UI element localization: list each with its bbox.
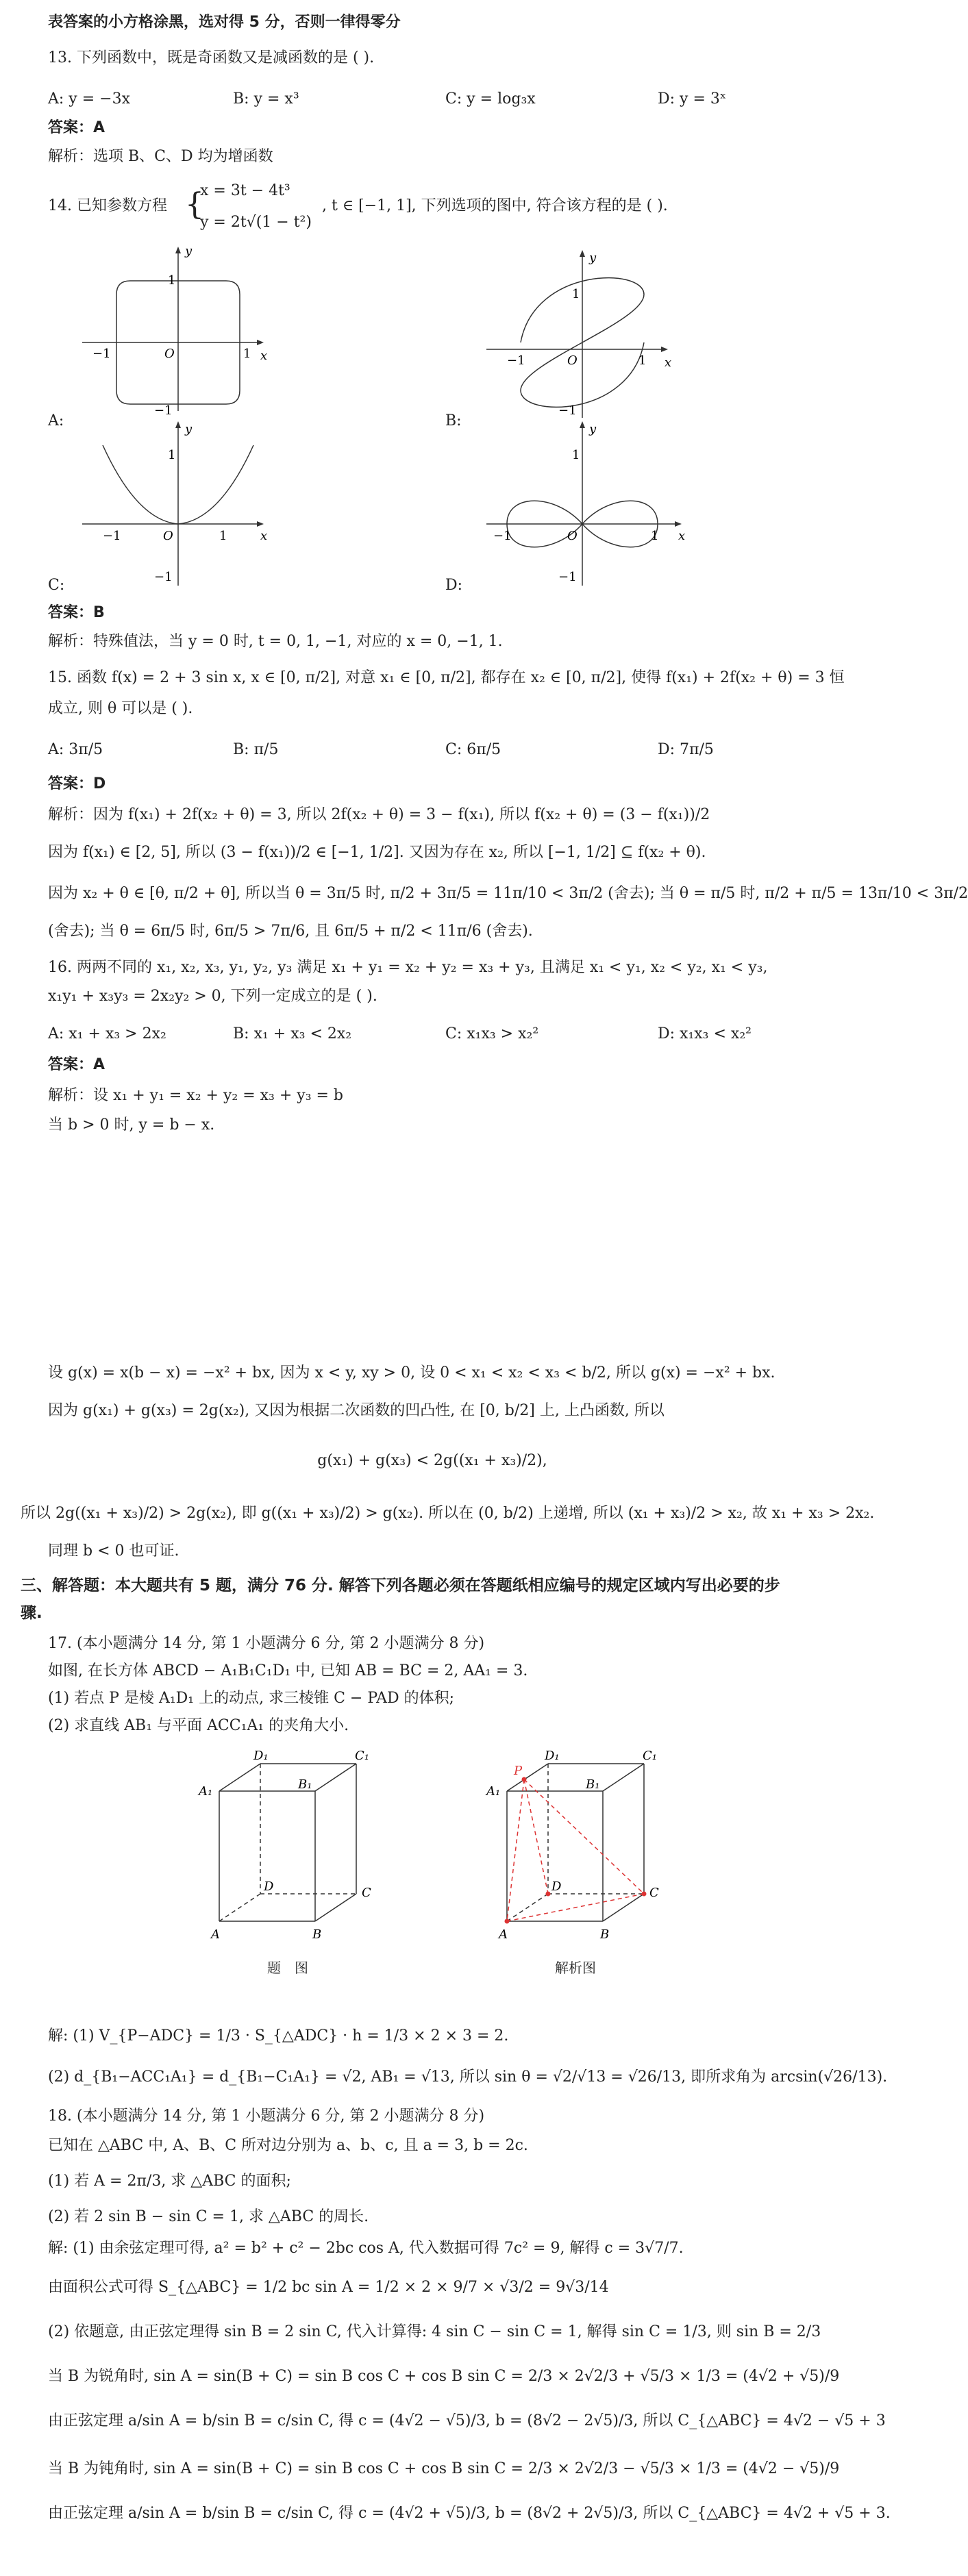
q13-answer: 答案：A xyxy=(48,119,106,136)
q14c-tick-x1: 1 xyxy=(219,529,227,543)
q14a-tick-x1: 1 xyxy=(243,347,251,361)
q16-answer: 答案：A xyxy=(48,1056,106,1073)
q15-analysis-2: 因为 f(x₁) ∈ [2, 5], 所以 (3 − f(x₁))/2 ∈ [−1, 1/2]. 又因为存在 x₂, 所以 [−1, 1/2] ⊆ f(x₂ + θ). xyxy=(48,844,706,861)
q14d-tick-x1: 1 xyxy=(651,529,659,543)
q15-analysis-1: 解析：因为 f(x₁) + 2f(x₂ + θ) = 3, 所以 2f(x₂ + θ) = 3 − f(x₁), 所以 f(x₂ + θ) = (3 − f(x₁))/2 xyxy=(48,806,710,823)
q14a-tick-xm1: −1 xyxy=(92,347,111,361)
q14b-tick-ym1: −1 xyxy=(558,403,577,418)
q14b-origin: O xyxy=(567,353,578,368)
q18-solution-4: 当 B 为锐角时, sin A = sin(B + C) = sin B cos C + cos B sin C = 2/3 × 2√2/3 + √5/3 × 1/3 = (4√2 + √5)/9 xyxy=(48,2368,840,2385)
q15-analysis-3: 因为 x₂ + θ ∈ [θ, π/2 + θ], 所以当 θ = 3π/5 时, π/2 + 3π/5 = 11π/10 < 3π/2 (舍去); 当 θ = π/5 时, π/2 + π/5 = 13π/10 < 3π/2 xyxy=(48,885,968,902)
q14a-y-label: y xyxy=(185,244,193,258)
q14-system-y: y = 2t√(1 − t²) xyxy=(200,214,312,231)
fig2-label-b1: B₁ xyxy=(586,1777,600,1792)
q17-figure-cuboid xyxy=(185,1750,390,1949)
q14-label-d: D: xyxy=(445,577,463,594)
q15-analysis-4: (舍去); 当 θ = 6π/5 时, 6π/5 > 7π/6, 且 6π/5 + π/2 < 11π/6 (舍去). xyxy=(48,923,533,940)
q17-solution-2: (2) d_{B₁−ACC₁A₁} = d_{B₁−C₁A₁} = √2, AB₁ = √13, 所以 sin θ = √2/√13 = √26/13, 即所求角为 arcsin(√26/13). xyxy=(48,2068,888,2086)
q14b-tick-x1: 1 xyxy=(638,353,647,368)
q18-solution-6: 当 B 为钝角时, sin A = sin(B + C) = sin B cos C + cos B sin C = 2/3 × 2√2/3 − √5/3 × 1/3 = (4√2 − √5)/9 xyxy=(48,2460,840,2477)
q14-label-a: A: xyxy=(48,412,64,429)
q14b-tick-xm1: −1 xyxy=(507,353,525,368)
q14b-tick-y1: 1 xyxy=(572,287,580,301)
q14-stem-b: , t ∈ [−1, 1], 下列选项的图中, 符合该方程的是 ( ). xyxy=(322,197,668,214)
q16-analysis-7: 同理 b < 0 也可证. xyxy=(48,1542,179,1560)
q13-analysis: 解析：选项 B、C、D 均为增函数 xyxy=(48,148,273,165)
fig2-label-d: D xyxy=(551,1879,562,1894)
q16-stem-line2: x₁y₁ + x₃y₃ = 2x₂y₂ > 0, 下列一定成立的是 ( ). xyxy=(48,988,377,1005)
q16-analysis-6: 所以 2g((x₁ + x₃)/2) > 2g(x₂), 即 g((x₁ + x₃)/2) > g(x₂). 所以在 (0, b/2) 上递增, 所以 (x₁ + x₃)/2 > x₂, 故 x₁ + x₃ > 2x₂. xyxy=(21,1505,875,1522)
fig1-label-b1: B₁ xyxy=(298,1777,312,1792)
q14-graph-b xyxy=(480,247,671,425)
q14c-tick-y1: 1 xyxy=(168,448,176,462)
q14-graph-a xyxy=(75,240,267,418)
q14b-y-label: y xyxy=(589,251,597,265)
fig2-label-c: C xyxy=(649,1886,659,1900)
q14-label-c: C: xyxy=(48,577,65,594)
q17-figure-analysis xyxy=(473,1750,678,1949)
section3-heading-line1: 三、解答题：本大题共有 5 题，满分 76 分. 解答下列各题必须在答题纸相应编号的规定区域内写出必要的步 xyxy=(21,1577,780,1595)
q14d-tick-xm1: −1 xyxy=(493,529,512,543)
q14d-tick-y1: 1 xyxy=(572,448,580,462)
q17-caption-figure: 题 图 xyxy=(267,1960,308,1976)
q14a-tick-y1: 1 xyxy=(168,273,176,288)
q17-solution-1: 解: (1) V_{P−ADC} = 1/3 · S_{△ADC} · h = 1/3 × 2 × 3 = 2. xyxy=(48,2027,509,2044)
q13-option-c: C: y = log₃x xyxy=(445,90,536,108)
q18-solution-5: 由正弦定理 a/sin A = b/sin B = c/sin C, 得 c = (4√2 − √5)/3, b = (8√2 − 2√5)/3, 所以 C_{△ABC} = 4√2 − √5 + 3 xyxy=(48,2412,886,2429)
q16-option-b: B: x₁ + x₃ < 2x₂ xyxy=(233,1025,352,1042)
q17-stem: 17. (本小题满分 14 分, 第 1 小题满分 6 分, 第 2 小题满分 8 分) xyxy=(48,1635,485,1652)
q14c-y-label: y xyxy=(185,422,193,436)
q14-brace: { xyxy=(185,187,204,222)
q17-line1: 如图, 在长方体 ABCD − A₁B₁C₁D₁ 中, 已知 AB = BC = 2, AA₁ = 3. xyxy=(48,1662,528,1679)
q15-option-a: A: 3π/5 xyxy=(48,741,103,758)
section-header: 表答案的小方格涂黑，选对得 5 分，否则一律得零分 xyxy=(48,14,401,31)
q14c-tick-ym1: −1 xyxy=(154,570,173,584)
q16-analysis-2: 当 b > 0 时, y = b − x. xyxy=(48,1116,215,1134)
q17-caption-analysis: 解析图 xyxy=(555,1960,596,1976)
section3-heading-line2: 骤. xyxy=(21,1604,42,1622)
fig2-label-p: P xyxy=(514,1764,523,1778)
fig2-label-b: B xyxy=(600,1927,610,1942)
q18-line2: (1) 若 A = 2π/3, 求 △ABC 的面积; xyxy=(48,2173,291,2190)
q16-option-a: A: x₁ + x₃ > 2x₂ xyxy=(48,1025,166,1042)
q14-answer: 答案：B xyxy=(48,604,105,621)
q16-analysis-1: 解析：设 x₁ + y₁ = x₂ + y₂ = x₃ + y₃ = b xyxy=(48,1087,344,1104)
q14-system-x: x = 3t − 4t³ xyxy=(200,182,290,199)
q18-solution-1: 解: (1) 由余弦定理可得, a² = b² + c² − 2bc cos A, 代入数据可得 7c² = 9, 解得 c = 3√7/7. xyxy=(48,2240,684,2257)
q18-solution-3: (2) 依题意, 由正弦定理得 sin B = 2 sin C, 代入计算得: 4 sin C − sin C = 1, 解得 sin C = 1/3, 则 sin B = 2/3 xyxy=(48,2323,821,2340)
q14-graph-d xyxy=(480,418,685,589)
q14d-x-label: x xyxy=(678,529,686,543)
fig2-label-a: A xyxy=(499,1927,508,1942)
q16-analysis-3: 设 g(x) = x(b − x) = −x² + bx, 因为 x < y, xy > 0, 设 0 < x₁ < x₂ < x₃ < b/2, 所以 g(x) = −x² + bx. xyxy=(48,1364,775,1381)
q14b-x-label: x xyxy=(665,355,672,370)
q13-option-d: D: y = 3ˣ xyxy=(658,90,727,108)
q16-stem-line1: 16. 两两不同的 x₁, x₂, x₃, y₁, y₂, y₃ 满足 x₁ + y₁ = x₂ + y₂ = x₃ + y₃, 且满足 x₁ < y₁, x₂ < y₂, x₁ < y₃, xyxy=(48,959,768,976)
fig1-label-c: C xyxy=(362,1886,371,1900)
q16-analysis-4: 因为 g(x₁) + g(x₃) = 2g(x₂), 又因为根据二次函数的凹凸性, 在 [0, b/2] 上, 上凸函数, 所以 xyxy=(48,1402,665,1419)
fig1-label-d: D xyxy=(264,1879,274,1894)
q18-stem: 18. (本小题满分 14 分, 第 1 小题满分 6 分, 第 2 小题满分 8 分) xyxy=(48,2108,485,2125)
q14c-tick-xm1: −1 xyxy=(103,529,121,543)
fig1-label-a1: A₁ xyxy=(199,1784,213,1799)
q18-solution-2: 由面积公式可得 S_{△ABC} = 1/2 bc sin A = 1/2 × 2 × 9/7 × √3/2 = 9√3/14 xyxy=(48,2279,609,2296)
q14-analysis: 解析：特殊值法，当 y = 0 时, t = 0, 1, −1, 对应的 x = 0, −1, 1. xyxy=(48,633,503,650)
q18-solution-7: 由正弦定理 a/sin A = b/sin B = c/sin C, 得 c = (4√2 + √5)/3, b = (8√2 + 2√5)/3, 所以 C_{△ABC} = 4√2 + √5 + 3. xyxy=(48,2505,891,2522)
q17-line2: (1) 若点 P 是棱 A₁D₁ 上的动点, 求三棱锥 C − PAD 的体积; xyxy=(48,1690,455,1707)
q13-option-b: B: y = x³ xyxy=(233,90,299,108)
q14d-origin: O xyxy=(567,529,578,543)
q15-stem-line2: 成立, 则 θ 可以是 ( ). xyxy=(48,700,193,717)
q17-line3: (2) 求直线 AB₁ 与平面 ACC₁A₁ 的夹角大小. xyxy=(48,1717,349,1734)
q14a-x-label: x xyxy=(260,349,268,363)
q18-line3: (2) 若 2 sin B − sin C = 1, 求 △ABC 的周长. xyxy=(48,2208,369,2225)
q15-answer: 答案：D xyxy=(48,775,106,792)
q14-graph-c xyxy=(75,418,267,589)
fig2-label-d1: D₁ xyxy=(545,1749,560,1763)
q15-option-c: C: 6π/5 xyxy=(445,741,501,758)
fig1-label-c1: C₁ xyxy=(355,1749,369,1763)
q14d-tick-ym1: −1 xyxy=(558,570,577,584)
q16-option-c: C: x₁x₃ > x₂² xyxy=(445,1025,539,1042)
fig2-label-a1: A₁ xyxy=(486,1784,501,1799)
q13-option-a: A: y = −3x xyxy=(48,90,130,108)
q14c-x-label: x xyxy=(260,529,268,543)
q15-stem-line1: 15. 函数 f(x) = 2 + 3 sin x, x ∈ [0, π/2], 对意 x₁ ∈ [0, π/2], 都存在 x₂ ∈ [0, π/2], 使得 f(x₁) + 2f(x₂ + θ) = 3 恒 xyxy=(48,669,845,686)
q14a-tick-ym1: −1 xyxy=(154,403,173,418)
q13-stem: 13. 下列函数中，既是奇函数又是减函数的是 ( ). xyxy=(48,49,375,66)
q15-option-d: D: 7π/5 xyxy=(658,741,714,758)
fig1-label-d1: D₁ xyxy=(253,1749,269,1763)
q16-analysis-formula: g(x₁) + g(x₃) < 2g((x₁ + x₃)/2), xyxy=(317,1452,547,1469)
q18-line1: 已知在 △ABC 中, A、B、C 所对边分别为 a、b、c, 且 a = 3, b = 2c. xyxy=(48,2137,528,2154)
q14a-origin: O xyxy=(164,347,175,361)
fig1-label-b: B xyxy=(312,1927,322,1942)
q14c-origin: O xyxy=(163,529,173,543)
q14d-y-label: y xyxy=(589,422,597,436)
fig1-label-a: A xyxy=(211,1927,220,1942)
q14-stem-a: 14. 已知参数方程 xyxy=(48,197,167,214)
q14-label-b: B: xyxy=(445,412,462,429)
fig2-label-c1: C₁ xyxy=(643,1749,657,1763)
q15-option-b: B: π/5 xyxy=(233,741,279,758)
q16-option-d: D: x₁x₃ < x₂² xyxy=(658,1025,752,1042)
